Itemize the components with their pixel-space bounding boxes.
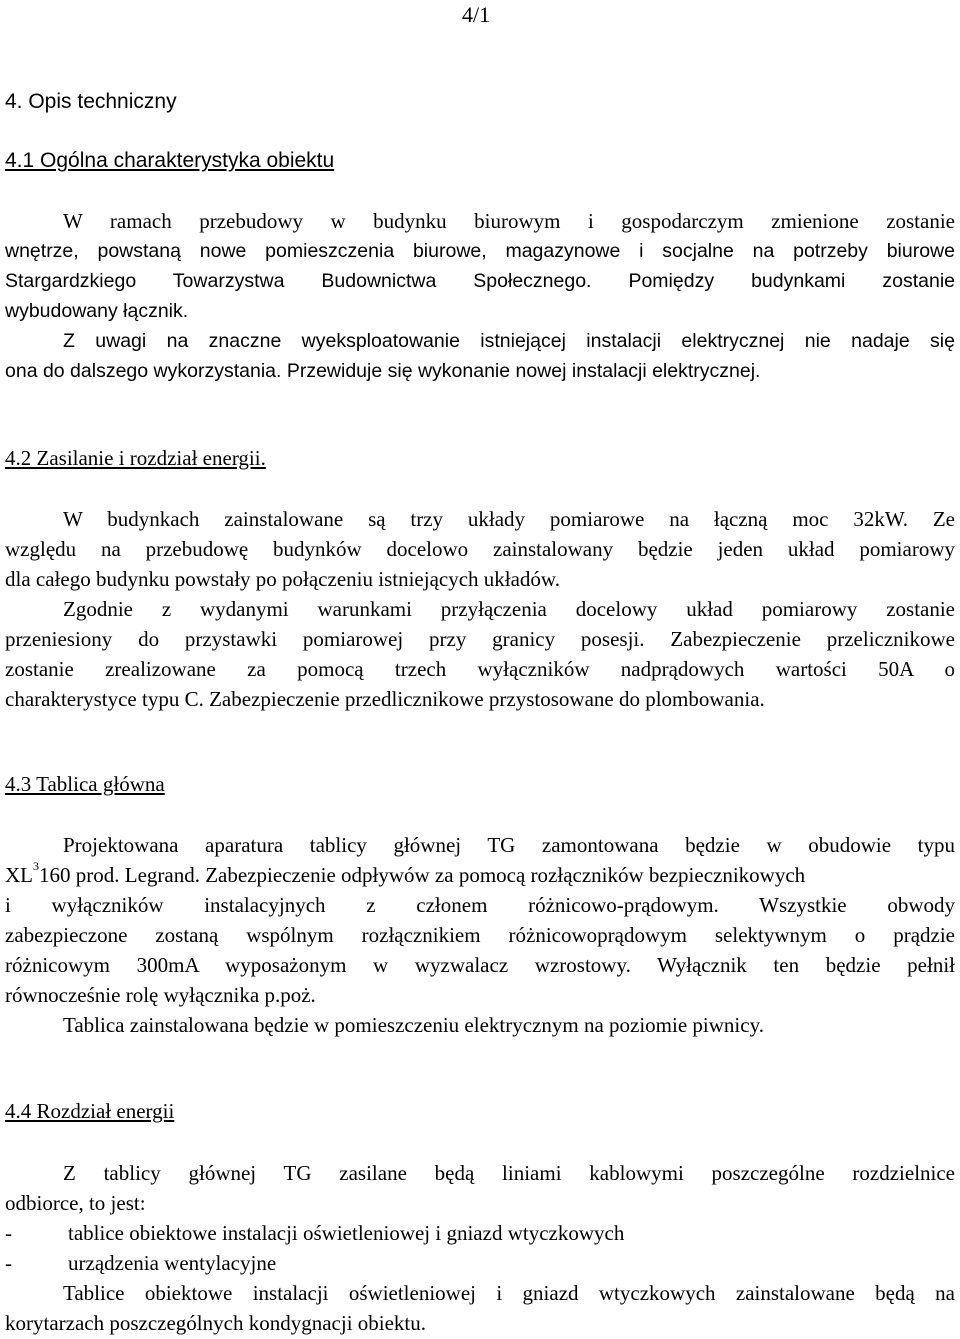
paragraph-line: wybudowany łącznik. <box>5 300 189 322</box>
paragraph-line: Z tablicy głównej TG zasilane będą liniami kablowymi poszczególne rozdzielnice <box>63 1161 955 1185</box>
paragraph-line: zabezpieczone zostaną wspólnym rozłącznikiem różnicowoprądowym selektywnym o prądzie <box>5 923 955 947</box>
section-4-1-title: 4.1 Ogólna charakterystyka obiektu <box>5 149 335 172</box>
paragraph-line: W ramach przebudowy w budynku biurowym i gospodarczym zmienione zostanie <box>63 209 955 233</box>
section-4-1-heading <box>5 149 334 173</box>
bullet-text: tablice obiektowe instalacji oświetleniowej i gniazd wtyczkowych <box>68 1221 625 1245</box>
paragraph-line: względu na przebudowę budynków docelowo zainstalowany będzie jeden układ pomiarowy <box>5 537 955 561</box>
paragraph-line: i wyłączników instalacyjnych z członem różnicowo-prądowym. Wszystkie obwody <box>5 893 955 917</box>
bullet-item <box>5 1248 955 1278</box>
paragraph-line: dla całego budynku powstały po połączeniu istniejących układów. <box>5 567 560 591</box>
paragraph-line: Zgodnie z wydanymi warunkami przyłączenia docelowy układ pomiarowy zostanie <box>63 597 955 621</box>
bullet-text: urządzenia wentylacyjne <box>68 1251 277 1275</box>
superscript: 3 <box>33 859 39 873</box>
section-4-4-title: 4.4 Rozdział energii <box>5 1099 175 1123</box>
paragraph-line: ona do dalszego wykorzystania. Przewiduje się wykonanie nowej instalacji elektrycznej. <box>5 360 761 382</box>
paragraph-line <box>5 860 955 890</box>
bullet-item <box>5 1218 955 1248</box>
paragraph-line: wnętrze, powstaną nowe pomieszczenia biurowe, magazynowe i socjalne na potrzeby biurowe <box>5 240 955 262</box>
section-4-4-body <box>5 1158 955 1338</box>
paragraph-line: odbiorce, to jest: <box>5 1191 146 1215</box>
section-4-3-heading <box>5 772 165 797</box>
bullet-marker: - <box>5 1251 12 1275</box>
paragraph-line: Projektowana aparatura tablicy głównej TG zamontowana będzie w obudowie typu <box>63 833 955 857</box>
paragraph-line: charakterystyce typu C. Zabezpieczenie przedlicznikowe przystosowane do plombowania. <box>5 687 765 711</box>
section-4-1-body <box>5 206 955 386</box>
paragraph-line: Z uwagi na znaczne wyeksploatowanie istniejącej instalacji elektrycznej nie nadaje się <box>63 330 955 352</box>
main-heading: 4. Opis techniczny <box>5 90 177 113</box>
paragraph-line: Tablice obiektowe instalacji oświetleniowej i gniazd wtyczkowych zainstalowane będą na <box>63 1281 955 1305</box>
paragraph-line: różnicowym 300mA wyposażonym w wyzwalacz wzrostowy. Wyłącznik ten będzie pełnił <box>5 953 955 977</box>
paragraph-line: Tablica zainstalowana będzie w pomieszczeniu elektrycznym na poziomie piwnicy. <box>63 1013 764 1037</box>
product-name: XL <box>5 863 33 887</box>
section-4-2-heading <box>5 446 266 471</box>
bullet-marker: - <box>5 1221 12 1245</box>
paragraph-line: W budynkach zainstalowane są trzy układy pomiarowe na łączną moc 32kW. Ze <box>63 507 955 531</box>
section-4-4-heading <box>5 1099 174 1124</box>
page-number: 4/1 <box>462 2 491 27</box>
line-text: 160 prod. Legrand. Zabezpieczenie odpływów za pomocą rozłączników bezpiecznikowych <box>39 863 806 887</box>
paragraph-line: przeniesiony do przystawki pomiarowej przy granicy posesji. Zabezpieczenie przelicznikowe <box>5 627 955 651</box>
section-4-3-body <box>5 830 955 1040</box>
paragraph-line: Stargardzkiego Towarzystwa Budownictwa Społecznego. Pomiędzy budynkami zostanie <box>5 270 955 292</box>
paragraph-line: równocześnie rolę wyłącznika p.poż. <box>5 983 316 1007</box>
section-4-2-title: 4.2 Zasilanie i rozdział energii. <box>5 446 266 470</box>
paragraph-line: zostanie zrealizowane za pomocą trzech wyłączników nadprądowych wartości 50A o <box>5 657 955 681</box>
section-4-2-body <box>5 504 955 714</box>
paragraph-line: korytarzach poszczególnych kondygnacji obiektu. <box>5 1311 427 1335</box>
section-4-3-title: 4.3 Tablica główna <box>5 772 165 796</box>
